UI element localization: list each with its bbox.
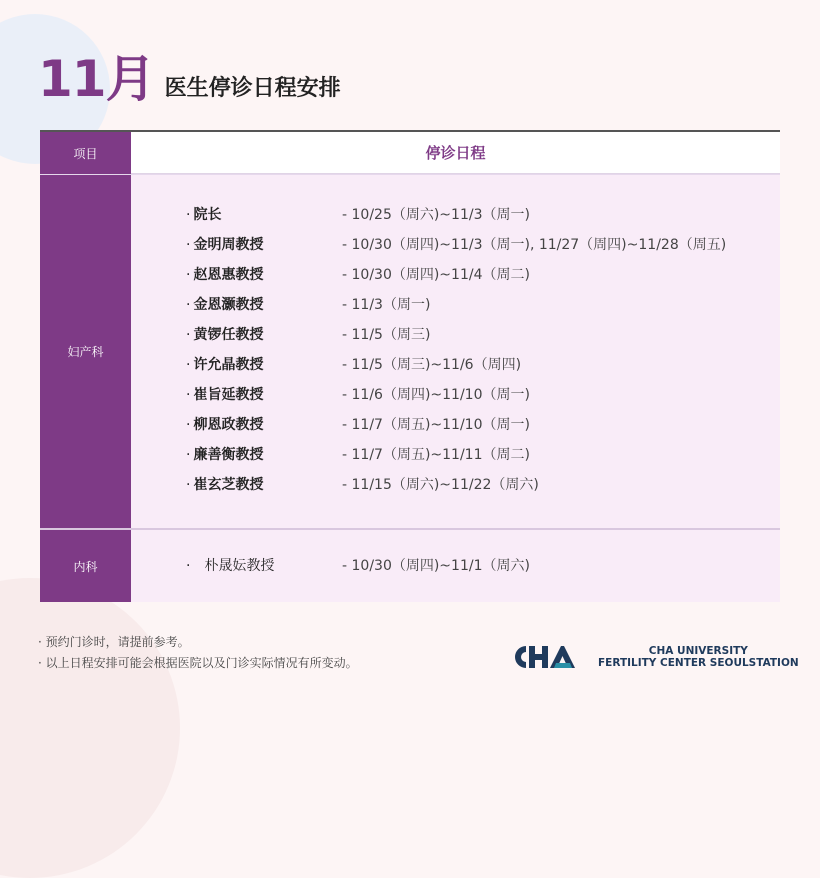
schedule-text: - 11/7（周五)~11/10（周一)	[342, 417, 530, 433]
section-internal-medicine	[40, 528, 780, 602]
bullet-icon: ·	[186, 327, 191, 343]
schedule-text: - 10/30（周四)~11/1（周六)	[342, 558, 530, 574]
cha-logo	[512, 644, 799, 670]
schedule-text: - 11/5（周三)	[342, 327, 431, 343]
table-row	[131, 409, 780, 439]
schedule-text: - 11/15（周六)~11/22（周六)	[342, 477, 539, 493]
footer-notes	[38, 632, 358, 674]
schedule-text: - 11/6（周四)~11/10（周一)	[342, 387, 530, 403]
bullet-icon: ·	[186, 207, 191, 223]
table-row	[131, 550, 780, 580]
bullet-icon: ·	[186, 237, 191, 253]
doctor-name: · 许允晶教授	[186, 357, 264, 373]
table-header-row	[40, 132, 780, 174]
dept-label: 内科	[40, 530, 131, 602]
schedule-text: - 11/5（周三)~11/6（周四)	[342, 357, 522, 373]
note-line: · 以上日程安排可能会根据医院以及门诊实际情况有所变动。	[38, 656, 358, 670]
table-row	[131, 469, 780, 499]
page-header	[38, 50, 341, 108]
header-item: 项目	[40, 132, 131, 174]
bullet-icon: ·	[186, 417, 191, 433]
doctor-name: · 黄锣任教授	[186, 327, 264, 343]
decorative-circle-bottom	[0, 578, 180, 878]
doctor-name: · 崔玄芝教授	[186, 477, 264, 493]
cha-logo-mark-icon	[512, 644, 580, 670]
schedule-text: - 10/30（周四)~11/3（周一), 11/27（周四)~11/28（周五)	[342, 237, 727, 253]
table-row	[131, 199, 780, 229]
schedule-text: - 10/25（周六)~11/3（周一)	[342, 207, 530, 223]
doctor-name: · 金恩灏教授	[186, 297, 264, 313]
section-obgyn	[40, 174, 780, 528]
bullet-icon: ·	[186, 477, 191, 493]
month-label: 11月	[38, 50, 155, 108]
table-row	[131, 289, 780, 319]
doctor-name: · 柳恩政教授	[186, 417, 264, 433]
dept-label: 妇产科	[40, 175, 131, 528]
bullet-icon: ·	[186, 357, 191, 373]
logo-text	[598, 645, 799, 669]
schedule-text: - 10/30（周四)~11/4（周二)	[342, 267, 530, 283]
logo-line-2: FERTILITY CENTER SEOULSTATION	[598, 657, 799, 669]
table-row	[131, 319, 780, 349]
table-row	[131, 229, 780, 259]
doctor-name: · 院长	[186, 207, 222, 223]
table-row	[131, 259, 780, 289]
note-line: · 预约门诊时，请提前参考。	[38, 635, 190, 649]
bullet-icon: ·	[186, 267, 191, 283]
table-row	[131, 349, 780, 379]
doctor-name: · 廉善衡教授	[186, 447, 264, 463]
bullet-icon: ·	[186, 387, 191, 403]
doctor-name: · 金明周教授	[186, 237, 264, 253]
schedule-text: - 11/3（周一)	[342, 297, 431, 313]
section-rows	[131, 175, 780, 528]
schedule-table	[40, 130, 780, 602]
table-row	[131, 439, 780, 469]
bullet-icon: ·	[186, 447, 191, 463]
bullet-icon: ·	[186, 297, 191, 313]
bullet-icon: ·	[186, 558, 191, 574]
table-row	[131, 379, 780, 409]
doctor-name: · 崔旨延教授	[186, 387, 264, 403]
logo-line-1: CHA UNIVERSITY	[648, 645, 748, 657]
doctor-name: · 赵恩惠教授	[186, 267, 264, 283]
section-rows	[131, 530, 780, 602]
header-schedule: 停诊日程	[131, 132, 780, 174]
doctor-name: · 朴晟妘教授	[186, 558, 275, 574]
page-title: 医生停诊日程安排	[164, 76, 341, 101]
schedule-text: - 11/7（周五)~11/11（周二)	[342, 447, 530, 463]
